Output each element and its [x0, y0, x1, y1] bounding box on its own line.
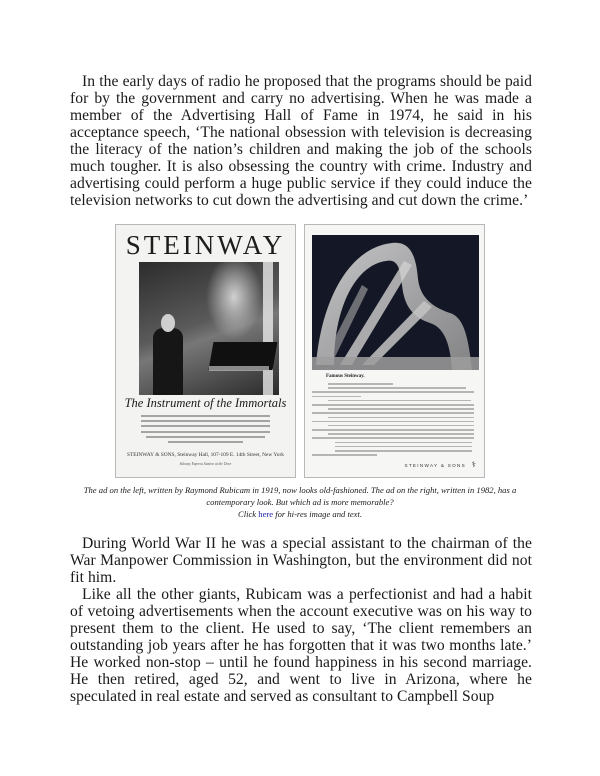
pianist-photo [139, 262, 279, 395]
steinway-lyre-icon: ⚕ [471, 460, 476, 469]
ad-footer-note: Subway Express Station at the Door [179, 462, 232, 466]
ad-tagline: The Instrument of the Immortals [124, 396, 287, 410]
figure-caption: The ad on the left, written by Raymond Rubicam in 1919, now looks old-fashioned. The ad on the right, written in 1982, has a contemporary look. But which ad is more memorable? [83, 485, 517, 507]
ad-brand-title: STEINWAY [125, 230, 286, 260]
piano-frame-illustration [312, 235, 479, 370]
ad-footer-address: STEINWAY & SONS, Steinway Hall, 107-109 E. 14th Street, New York [127, 452, 284, 458]
steinway-ad-1982-image [304, 224, 485, 478]
paragraph-perfectionist: Like all the other giants, Rubicam was a perfectionist and had a habit of vetoing advertisements when the account executive was on his way to present them to the client. He used to say, ‘The client remembers an outstanding job years after he has forgotten that it was two months late.’ He worked non-stop – until he found happiness in his second marriage. He then retired, aged 52, and went to live in Arizona, where he speculated in real estate and served as consultant to Campbell Soup [70, 586, 532, 705]
paragraph-radio-advertising: In the early days of radio he proposed that the programs should be paid for by the government and carry no advertising. When he was made a member of the Advertising Hall of Fame in 1974, he said in his acceptance speech, ‘The national obsession with television is decreasing the literacy of the nation’s children and making the job of the schools much tougher. It is also obsessing the country with crime. Industry and advertising could perform a huge public service if they could induce the television networks to cut down the advertising and cut down the crime.’ [70, 73, 532, 209]
click-suffix: for hi-res image and text. [273, 509, 363, 519]
ad-body-copy [138, 415, 273, 446]
steinway-ad-1919-image [115, 224, 296, 478]
ad-right-brand: STEINWAY & SONS [404, 463, 466, 468]
ad-right-heading: Famous Steinway. [326, 374, 365, 379]
piano-frame-photo [312, 235, 479, 370]
hires-image-link[interactable]: here [258, 509, 274, 519]
click-prefix: Click [237, 509, 259, 519]
hires-link-line [62, 509, 538, 519]
ad-right-body-copy [312, 383, 474, 458]
paragraph-world-war-ii: During World War II he was a special assistant to the chairman of the War Manpower Commission in Washington, but the environment did not fit him. [70, 535, 532, 586]
